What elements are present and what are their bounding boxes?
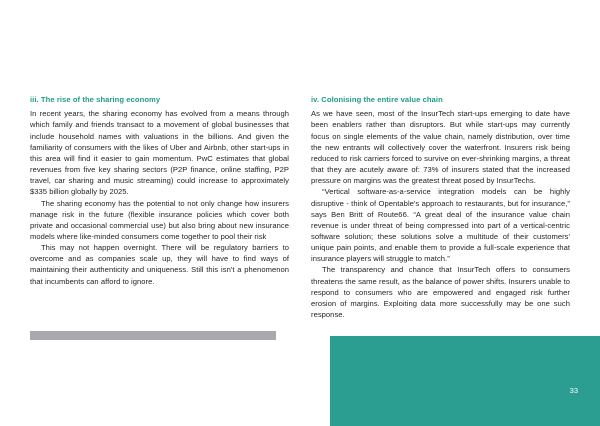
left-column [30, 95, 289, 320]
right-column-paragraph-2: “Vertical software-as-a-service integration models can be highly disruptive - think of Opentable's approach to restaurants, but for insurance,” says Ben Britt of Route66. “A great deal of the insurance value chain revenue is under threat of being compressed into part of a vertical-centric software solution; these solutions solve a multitude of their customers' unique pain points, and enable them to provide a full-scale experience that insurance players will struggle to match.” [311, 187, 570, 264]
right-column [311, 95, 570, 320]
left-column-paragraph-2: The sharing economy has the potential to not only change how insurers manage risk in the future (flexible insurance policies which cover both private and occasional commercial use) but also bring about new insurance models where like-minded consumers come together to pool their risk [30, 198, 289, 241]
gray-decorative-bar [30, 331, 276, 340]
left-column-heading: iii. The rise of the sharing economy [30, 95, 161, 104]
right-column-heading: iv. Colonising the entire value chain [311, 95, 443, 104]
teal-footer-panel [330, 336, 600, 426]
right-column-paragraph-1: As we have seen, most of the InsurTech start-ups emerging to date have been enablers rather than disruptors. But while start-ups may currently focus on single elements of the value chain, namely distribution, over time the new entrants will collectively cover the waterfront. Insurers risk being reduced to risk carriers forced to survive on ever-shrinking margins, a threat that they are acutely aware of: 73% of insurers stated that the increased pressure on margins was the greatest threat posed by InsurTechs. [311, 109, 570, 186]
page-number: 33 [569, 385, 578, 395]
right-column-paragraph-3: The transparency and chance that InsurTech offers to consumers threatens the same result, as the balance of power shifts. Insurers unable to respond to consumers who are empowered and engaged risk further erosion of margins. Exploiting data more successfully may be one such response. [311, 265, 570, 320]
left-column-paragraph-1: In recent years, the sharing economy has evolved from a means through which family and friends transact to a movement of global businesses that include household names with valuations in the billions. And given the familiarity of consumers with the likes of Uber and Airbnb, other start-ups in this area will find it easier to gain momentum. PwC estimates that global revenues from five key sharing sectors (P2P finance, online staffing, P2P travel, car sharing and music streaming) could increase to approximately $335 billion globally by 2025. [30, 109, 289, 197]
page-columns [30, 95, 570, 320]
left-column-paragraph-3: This may not happen overnight. There will be regulatory barriers to overcome and as companies scale up, they will have to find ways of maintaining their authenticity and uniqueness. Still this isn't a phenomenon that incumbents can afford to ignore. [30, 243, 289, 286]
